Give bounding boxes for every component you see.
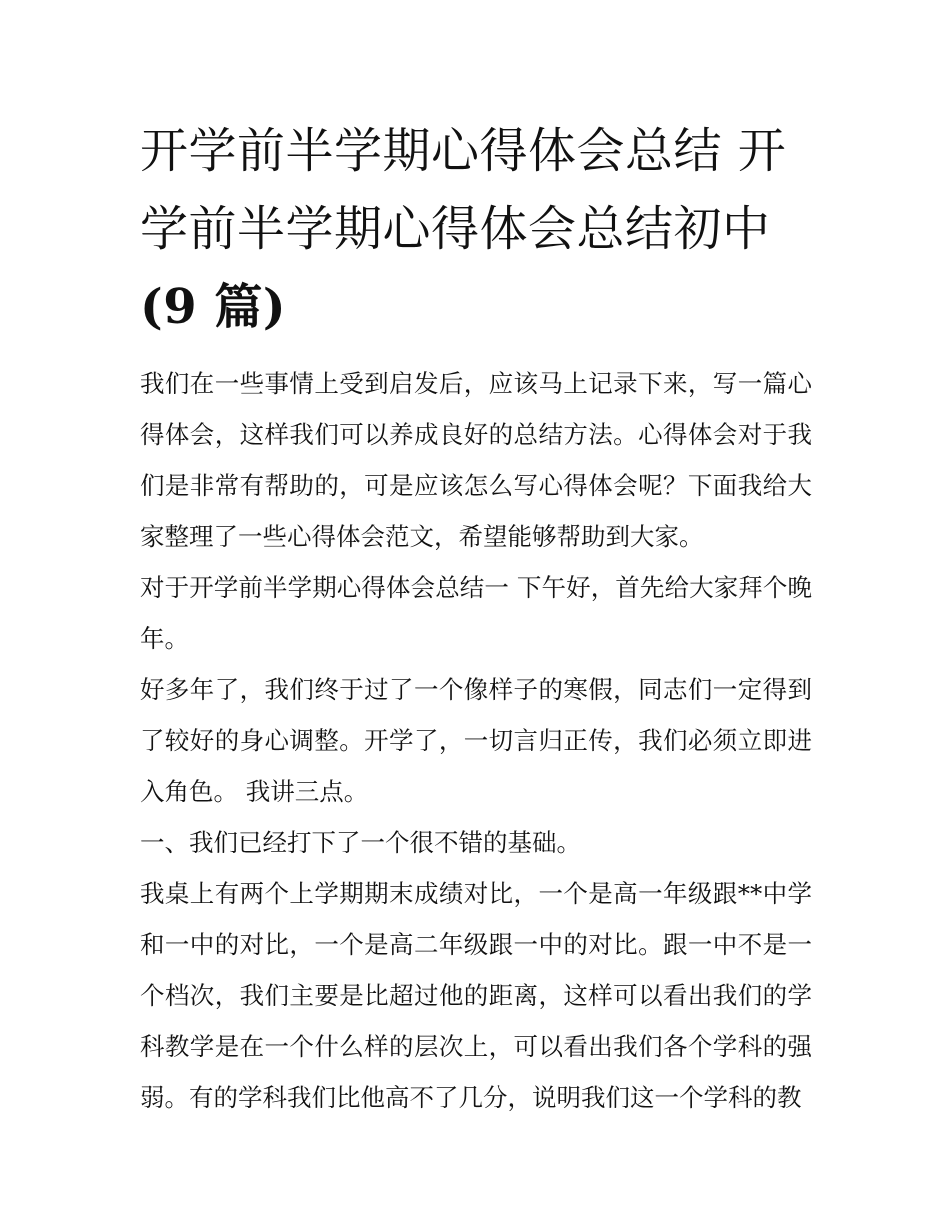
paragraph-point-one: 一、我们已经打下了一个很不错的基础。 [140, 828, 581, 857]
paragraph-intro: 我们在一些事情上受到启发后，应该马上记录下来，写一篇心得体会，这样我们可以养成良好的总结方法。心得体会对于我们是非常有帮助的，可是应该怎么写心得体会呢？下面我给大家整理了一些心得体会范文，希望能够帮助到大家。 [140, 369, 812, 551]
paragraph-greeting: 对于开学前半学期心得体会总结一 下午好，首先给大家拜个晚年。 [140, 573, 812, 653]
paragraph-new-term: 好多年了，我们终于过了一个像样子的寒假，同志们一定得到了较好的身心调整。开学了，一切言归正传，我们必须立即进入角色。 我讲三点。 [140, 675, 812, 806]
paragraph-grade-comparison: 我桌上有两个上学期期末成绩对比，一个是高一年级跟**中学和一中的对比，一个是高二年级跟一中的对比。跟一中不是一个档次，我们主要是比超过他的距离，这样可以看出我们的学科教学是在一个什么样的层次上，可以看出我们各个学科的强弱。有的学科我们比他高不了几分，说明我们这一个学科的教 [140, 879, 812, 1112]
document-title-main: 开学前半学期心得体会总结 开学前半学期心得体会总结初中 [140, 123, 787, 257]
document-body [140, 358, 812, 1123]
document-title [140, 112, 812, 346]
document-title-count: (9 篇) [140, 279, 287, 335]
